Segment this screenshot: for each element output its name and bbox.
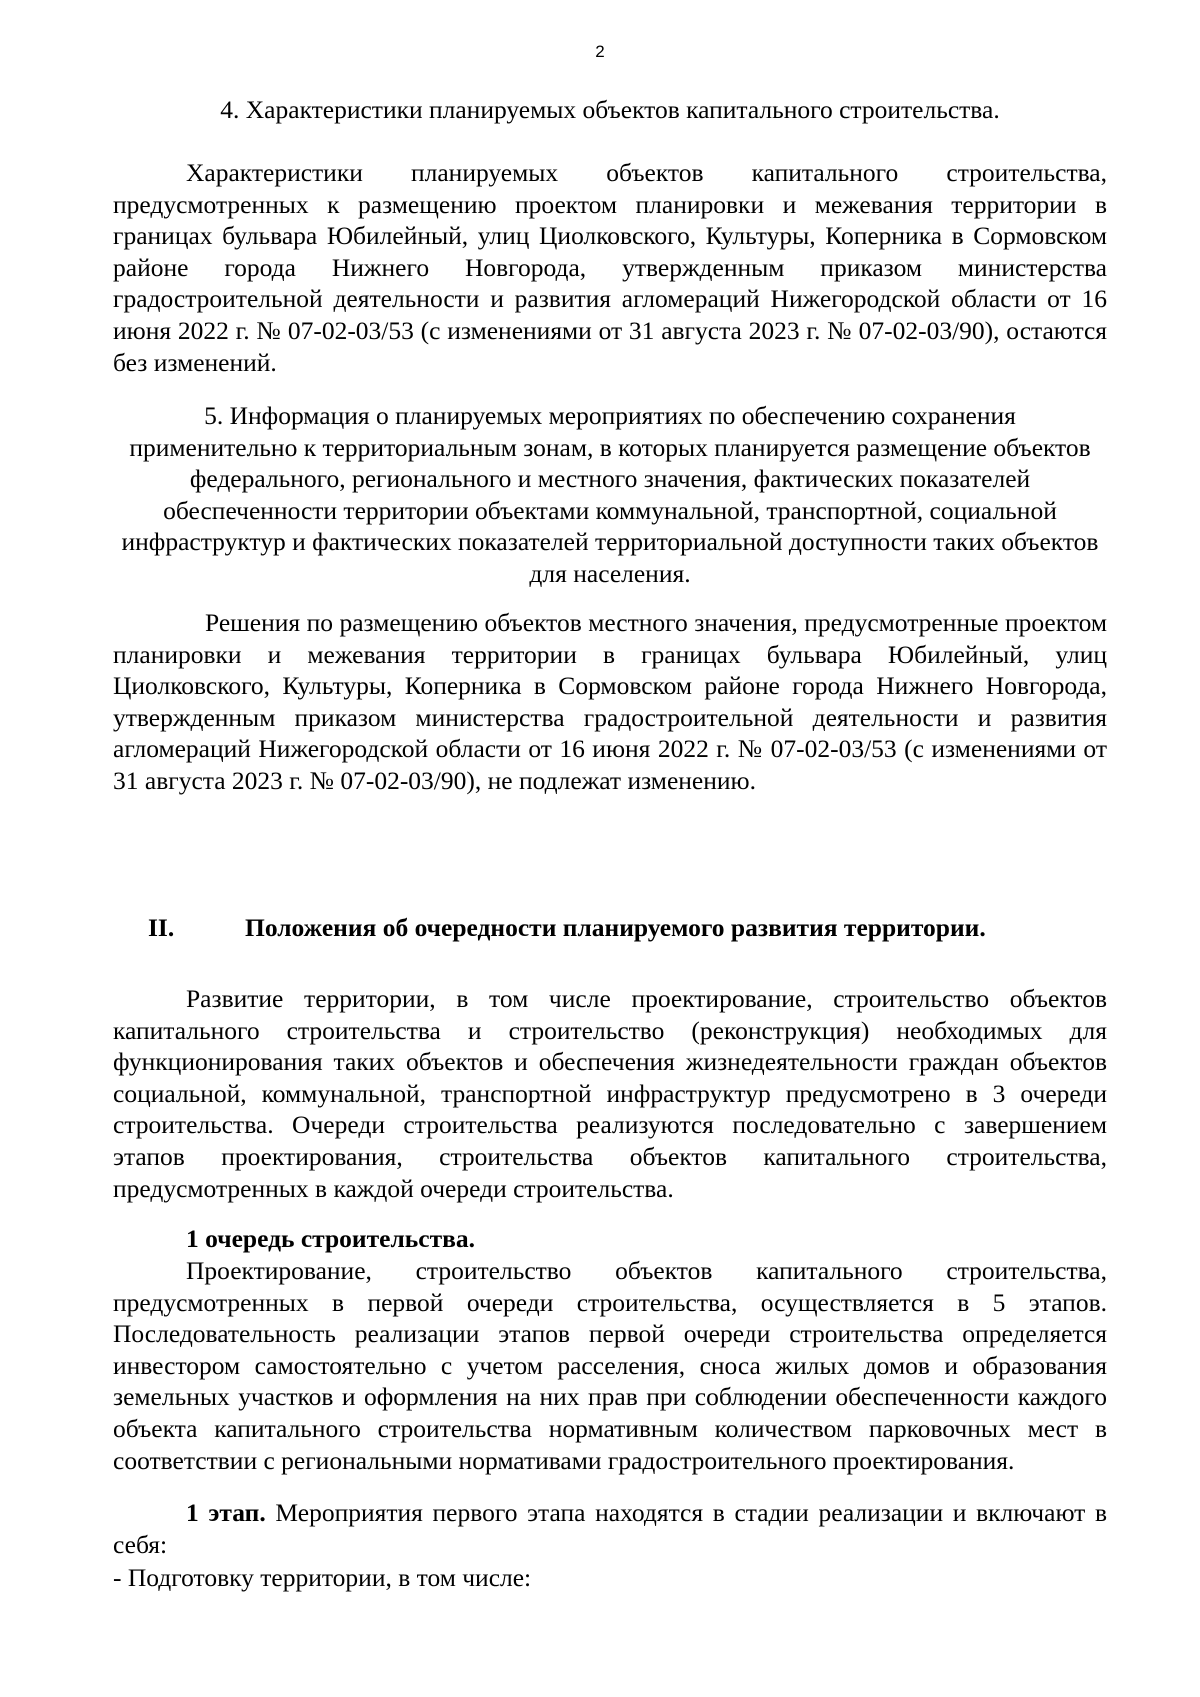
section-ii-number: II. (148, 913, 175, 942)
section-5-heading: 5. Информация о планируемых мероприятиях по обеспечению сохранения применительно к территориальным зонам, в которых планируется размещение объектов федерального, регионального и местного значения, фактических показателей обеспеченности территории объектами коммунальной, транспортной, социальной инфраструктур и фактических показателей территориальной доступности таких объектов для населения. (121, 401, 1099, 588)
section-4-paragraph: Характеристики планируемых объектов капитального строительства, предусмотренных к размещению проектом планировки и межевания территории в границах бульвара Юбилейный, улиц Циолковского, Культуры, Коперника в Сормовском районе города Нижнего Новгорода, утвержденным приказом министерства градостроительной деятельности и развития агломераций Нижегородской области от 16 июня 2022 г. № 07-02-03/53 (с изменениями от 31 августа 2023 г. № 07-02-03/90), остаются без изменений. (113, 158, 1107, 377)
stage-1-text: Мероприятия первого этапа находятся в стадии реализации и включают в себя: (113, 1498, 1108, 1559)
page-number: 2 (595, 42, 605, 61)
queue-1-heading: 1 очередь строительства. (186, 1224, 475, 1253)
section-5-paragraph: Решения по размещению объектов местного значения, предусмотренные проектом планировки и межевания территории в границах бульвара Юбилейный, улиц Циолковского, Культуры, Коперника в Сормовском районе города Нижнего Новгорода, утвержденным приказом министерства градостроительной деятельности и развития агломераций Нижегородской области от 16 июня 2022 г. № 07-02-03/53 (с изменениями от 31 августа 2023 г. № 07-02-03/90), не подлежат изменению. (113, 608, 1107, 795)
section-ii-title: Положения об очередности планируемого развития территории. (245, 913, 986, 942)
queue-1-paragraph: Проектирование, строительство объектов капитального строительства, предусмотренных в первой очереди строительства, осуществляется в 5 этапов. Последовательность реализации этапов первой очереди строительства определяется инвестором самостоятельно с учетом расселения, сноса жилых домов и образования земельных участков и оформления на них прав при соблюдении обеспеченности каждого объекта капитального строительства нормативным количеством парковочных мест в соответствии с региональными нормативами градостроительного проектирования. (113, 1256, 1107, 1475)
section-ii-paragraph: Развитие территории, в том числе проектирование, строительство объектов капитального строительства и строительство (реконструкция) необходимых для функционирования таких объектов и обеспечения жизнедеятельности граждан объектов социальной, коммунальной, транспортной инфраструктур предусмотрено в 3 очереди строительства. Очереди строительства реализуются последовательно с завершением этапов проектирования, строительства объектов капитального строительства, предусмотренных в каждой очереди строительства. (113, 984, 1107, 1203)
stage-1-paragraph (113, 1497, 1107, 1560)
list-item: - Подготовку территории, в том числе: (113, 1563, 532, 1592)
stage-1-label: 1 этап. (186, 1498, 266, 1527)
section-4-heading: 4. Характеристики планируемых объектов капитального строительства. (220, 95, 1000, 124)
